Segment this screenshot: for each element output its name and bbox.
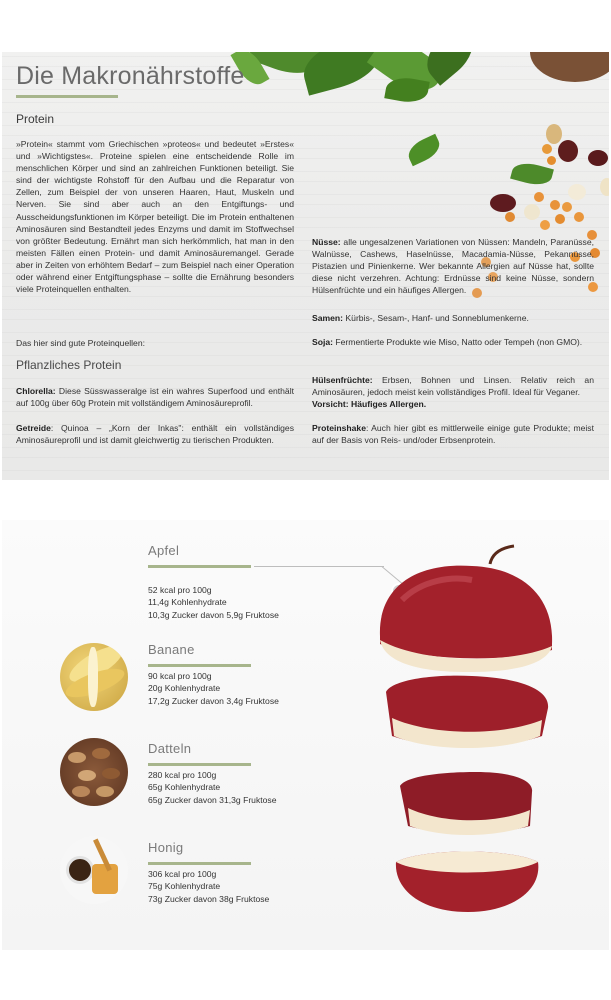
- food-carbs: 65g Kohlenhydrate: [148, 782, 221, 793]
- food-sugar: 65g Zucker davon 31,3g Fruktose: [148, 794, 277, 805]
- samen-label: Samen:: [312, 313, 344, 323]
- soja-paragraph: [312, 336, 594, 348]
- soja-text: Fermentierte Produkte wie Miso, Natto oder Tempeh (non GMO).: [333, 337, 583, 347]
- food-underline: [148, 763, 251, 766]
- food-kcal: 52 kcal pro 100g: [148, 585, 212, 595]
- food-kcal: 90 kcal pro 100g: [148, 671, 212, 681]
- section-title-protein: Protein: [16, 112, 55, 126]
- intro-paragraph: »Protein« stammt vom Griechischen »proteos« und bedeutet »Erstes« und »Wichtigstes«. Proteine spielen eine entscheidende Rolle im menschlichen Körper und sind an zahlreichen Funktionen beteiligt. Sie sind der wichtigste Rohstoff für den Aufbau und die Reparatur von Zellen, zum Beispiel der von unseren Haaren, Haut, Muskeln und Nerven. Sie sind aber auch an den Entgiftungs- und Ausscheidungsfunktionen im Körper beteiligt. Die im Protein enthaltenen Aminosäuren sind Bestandteil jedes Enzyms und damit im Stoffwechsel von größter Bedeutung. Ernährt man sich herkömmlich, hat man in den meisten Fällen einen Protein- und damit Aminosäuremangel. Gerade aber in Zeiten von erhöhtem Bedarf – zum Beispiel nach einer Operation oder während einer Entgiftungsphase – sollte die Ernährung besonders viele Proteinquellen enthalten.: [16, 139, 294, 295]
- food-sugar: 17,2g Zucker davon 3,4g Fruktose: [148, 695, 279, 706]
- food-data-honig: [148, 868, 269, 905]
- chlorella-paragraph: [16, 385, 294, 409]
- protein-page: [2, 52, 609, 480]
- food-kcal: 306 kcal pro 100g: [148, 869, 217, 879]
- food-underline: [148, 664, 251, 667]
- chlorella-text: Diese Süsswasseralge ist ein wahres Superfood und enthält auf 100g über 60g Protein mit vollständigem Aminosäureprofil.: [16, 386, 294, 409]
- food-underline: [148, 862, 251, 865]
- food-carbs: 11,4g Kohlenhydrate: [148, 597, 227, 608]
- food-carbs: 20g Kohlenhydrate: [148, 683, 221, 694]
- page-title: Die Makronährstoffe: [16, 62, 245, 90]
- food-kcal: 280 kcal pro 100g: [148, 770, 217, 780]
- food-sugar: 10,3g Zucker davon 5,9g Fruktose: [148, 609, 279, 620]
- soja-label: Soja:: [312, 337, 334, 347]
- honey-image: [60, 836, 128, 904]
- food-data-apfel: [148, 584, 279, 621]
- samen-paragraph: [312, 312, 594, 324]
- food-name-datteln: Datteln: [148, 741, 192, 756]
- food-data-datteln: [148, 769, 277, 806]
- shake-text: : Auch hier gibt es mittlerweile einige gute Produkte; meist auf der Basis von Reis- und/oder Erbsenprotein.: [312, 423, 594, 446]
- plant-protein-title: Pflanzliches Protein: [16, 358, 122, 372]
- food-underline: [148, 565, 251, 568]
- nuesse-paragraph: [312, 236, 594, 296]
- huelsen-text: Erbsen, Bohnen und Linsen. Relativ reich an Aminosäuren, jedoch meist kein vollständiges Profil. Ideal für Veganer.: [312, 375, 594, 398]
- banana-image: [60, 643, 128, 711]
- nuesse-text: alle ungesalzenen Variationen von Nüssen: Mandeln, Paranüsse, Walnüsse, Cashews, Haselnüsse, Macadamia-Nüsse, Pekannüsse, Pistazien und Pinienkerne. Wer bekannte Allergien auf Nüsse hat, sollte diese nicht verzehren. Achtung: Erdnüsse sind keine Nüsse, sondern Hülsenfrüchte und ein häufiges Allergen.: [312, 237, 594, 296]
- samen-text: Kürbis-, Sesam-, Hanf- und Sonneblumenkerne.: [343, 313, 529, 323]
- food-name-honig: Honig: [148, 840, 184, 855]
- getreide-label: Getreide: [16, 423, 51, 433]
- nuesse-label: Nüsse:: [312, 237, 341, 247]
- getreide-text: : Quinoa – „Korn der Inkas": enthält ein vollständiges Aminosäureprofil und ist damit gleichwertig zu tierischen Produkten.: [16, 423, 294, 446]
- getreide-paragraph: [16, 422, 294, 446]
- chlorella-label: Chlorella:: [16, 386, 56, 396]
- sliced-apple-image: [372, 540, 562, 920]
- food-name-apfel: Apfel: [148, 543, 180, 558]
- food-sugar: 73g Zucker davon 38g Fruktose: [148, 893, 270, 904]
- huelsen-label: Hülsenfrüchte:: [312, 375, 373, 385]
- apple-pointer-line: [254, 566, 384, 567]
- sugar-page: [2, 520, 609, 950]
- food-carbs: 75g Kohlenhydrate: [148, 881, 221, 892]
- vorsicht-label: Vorsicht: Häufiges Allergen.: [312, 399, 427, 410]
- sources-intro: Das hier sind gute Proteinquellen:: [16, 338, 145, 348]
- shake-label: Proteinshake: [312, 423, 366, 433]
- dates-image: [60, 738, 128, 806]
- shake-paragraph: [312, 422, 594, 446]
- food-name-banane: Banane: [148, 642, 195, 657]
- huelsen-paragraph: [312, 374, 594, 410]
- food-data-banane: [148, 670, 279, 707]
- title-underline: [16, 95, 118, 98]
